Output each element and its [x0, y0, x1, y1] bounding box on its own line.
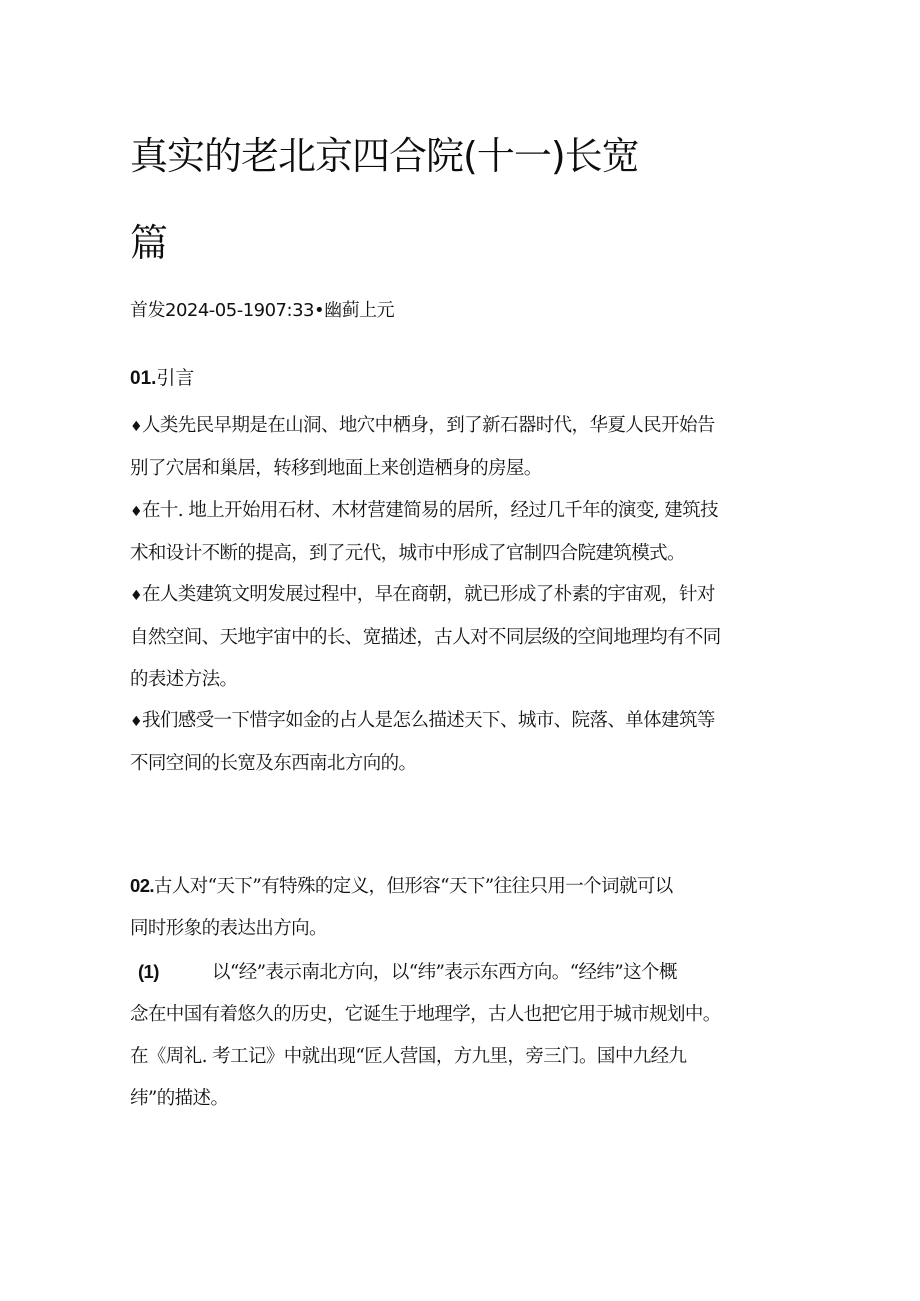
- page-title-line-1: 真实的老北京四合院(十一)长宽: [130, 134, 639, 178]
- paragraph-line: 自然空间、天地宇宙中的长、宽描述，古人对不同层级的空间地理均有不同: [130, 627, 721, 648]
- paragraph-line: [130, 490, 800, 533]
- section-1-paragraph-4: [130, 700, 800, 785]
- paragraph-text: 人类先民早期是在山洞、地穴中栖身，到了新石器时代，华夏人民开始告: [141, 415, 715, 436]
- paragraph-line: 术和设计不断的提高，到了元代，城市中形成了官制四合院建筑模式。: [130, 543, 685, 564]
- bullet-icon: ♦: [130, 714, 142, 730]
- bullet-icon: ♦: [130, 588, 142, 604]
- paragraph-line: 别了穴居和巢居，转移到地面上来创造栖身的房屋。: [130, 458, 542, 479]
- paragraph-line: [130, 865, 800, 908]
- paragraph-text: 以“经”表示南北方向，以“纬”表示东西方向。“经纬”这个概: [212, 962, 677, 983]
- paragraph-line: [130, 951, 800, 994]
- paragraph-text: 在人类建筑文明发展过程中，早在商朝，就已形成了朴素的宇宙观，针对: [141, 584, 715, 605]
- section-1-paragraph-2: [130, 490, 800, 575]
- section-1-paragraph-1: [130, 405, 800, 490]
- section-2-number: 02.: [130, 875, 154, 896]
- paragraph-line: [130, 700, 800, 743]
- bullet-icon: ♦: [130, 419, 142, 435]
- paragraph-line: 不同空间的长宽及东西南北方向的。: [130, 753, 417, 774]
- paragraph-text: 我们感受一下惜字如金的占人是怎么描述天下、城市、院落、单体建筑等: [141, 710, 715, 731]
- paragraph-text: 在十. 地上开始用石材、木材营建简易的居所，经过几千年的演变, 建筑技: [141, 500, 718, 521]
- paragraph-line: [130, 574, 800, 617]
- section-1-paragraph-3: [130, 574, 800, 701]
- paragraph-line: 的表述方法。: [130, 669, 238, 690]
- paragraph-line: 在《周礼. 考工记》中就出现“匠人营国，方九里，旁三门。国中九经九: [130, 1046, 687, 1067]
- page-title-line-2: 篇: [130, 221, 168, 265]
- item-number: (1): [138, 961, 159, 982]
- section-1-heading: [130, 363, 194, 390]
- paragraph-line: 念在中国有着悠久的历史，它诞生于地理学，古人也把它用于城市规划中。: [130, 1004, 721, 1025]
- section-2-paragraph: [130, 865, 800, 950]
- paragraph-text: 古人对“天下”有特殊的定义，但形容“天下”往往只用一个词就可以: [153, 876, 673, 897]
- paragraph-line: 同时形象的表达出方向。: [130, 918, 327, 939]
- paragraph-line: [130, 405, 800, 448]
- publish-meta: 首发2024-05-1907:33•幽蓟上元: [130, 300, 395, 321]
- bullet-icon: ♦: [130, 504, 142, 520]
- section-1-title: 引言: [156, 367, 195, 389]
- paragraph-line: 纬”的描述。: [130, 1088, 229, 1109]
- section-2-item-1: [130, 951, 800, 1120]
- section-1-number: 01.: [130, 368, 157, 389]
